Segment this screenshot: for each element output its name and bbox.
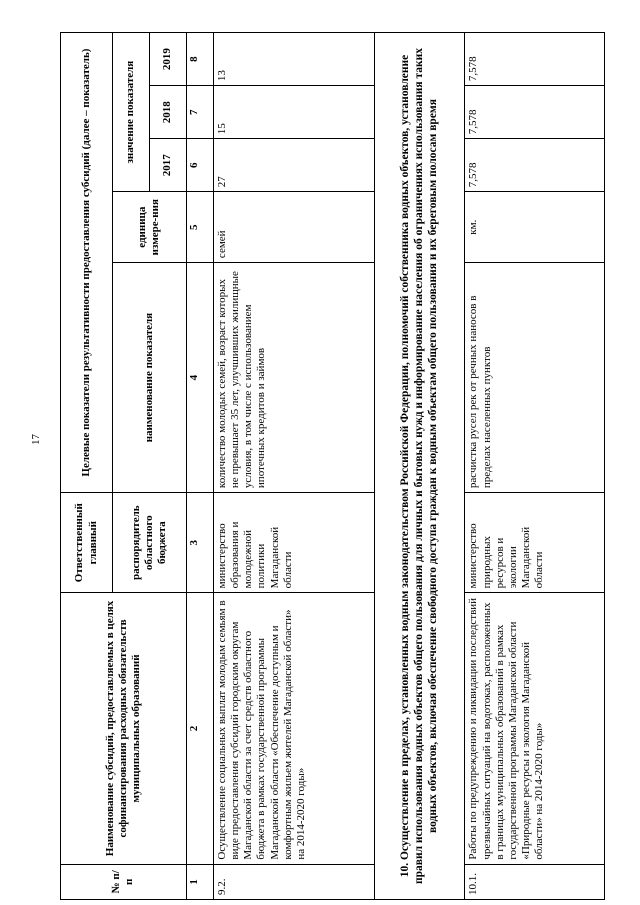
column-number: 5 <box>186 192 213 263</box>
subsidies-table <box>60 32 605 900</box>
section-10-heading: 10. Осуществление в пределах, установленных водным законодательством Российской Федерации, полномочий собственника водных объектов, установление правил использования водных объектов общего пользования для личных и бытовых нужд и информирование населения об ограничениях использования таких водных объектов, включая обеспечение свободного доступа граждан к водным объектам общего пользования и их береговым полосам время <box>375 33 465 900</box>
header-responsible: распорядитель областного бюджета <box>113 493 187 593</box>
row-name: Работы по предупреждению и ликвидации последствий чрезвычайных ситуаций на водотоках, расположенных в границах муниципальных образований в рамках государственной программы Магаданской области «Природные ресурсы и экология Магаданской области» на 2014-2020 годы» <box>465 593 605 864</box>
header-unit: единица измере-ния <box>113 192 187 263</box>
row-value-2017: 27 <box>213 139 374 192</box>
row-value-2019: 7,578 <box>465 33 605 86</box>
header-num: № п/п <box>61 864 187 899</box>
row-num: 10.1. <box>465 864 605 899</box>
header-year-2019: 2019 <box>149 33 186 86</box>
header-responsible-group: Ответственный главный <box>61 493 113 593</box>
row-indicator: расчистка русел рек от речных наносов в пределах населенных пунктов <box>465 263 605 493</box>
header-year-2017: 2017 <box>149 139 186 192</box>
column-number: 4 <box>186 263 213 493</box>
table-row <box>213 33 374 900</box>
column-number: 2 <box>186 593 213 864</box>
row-value-2017: 7,578 <box>465 139 605 192</box>
column-number-row <box>186 33 213 900</box>
row-unit: км. <box>465 192 605 263</box>
header-name: Наименование субсидий, предоставляемых в целях софинансирования расходных обязательств муниципальных образований <box>61 593 187 864</box>
column-number: 3 <box>186 493 213 593</box>
row-unit: семей <box>213 192 374 263</box>
row-responsible: министерство образования и молодежной политики Магаданской области <box>213 493 374 593</box>
row-value-2018: 15 <box>213 86 374 139</box>
column-number: 8 <box>186 33 213 86</box>
header-year-2018: 2018 <box>149 86 186 139</box>
section-row <box>375 33 465 900</box>
header-row-1 <box>61 33 113 900</box>
column-number: 1 <box>186 864 213 899</box>
header-indicators-group: Целевые показатели результативности предоставления субсидий (далее – показатель) <box>61 33 113 493</box>
row-num: 9.2. <box>213 864 374 899</box>
row-indicator: количество молодых семей, возраст которых не превышает 35 лет, улучшивших жилищные условия, в том числе с использованием ипотечных кредитов и займов <box>213 263 374 493</box>
row-name: Осуществление социальных выплат молодым семьям в виде предоставления субсидий городским округам Магаданской области за счет средств областного бюджета в рамках государственной программы Магаданской области «Обеспечение доступным и комфортным жильем жителей Магаданской области» на 2014-2020 годы» <box>213 593 374 864</box>
row-value-2019: 13 <box>213 33 374 86</box>
table-row <box>465 33 605 900</box>
column-number: 6 <box>186 139 213 192</box>
column-number: 7 <box>186 86 213 139</box>
header-values-group: значение показателя <box>113 33 150 192</box>
row-responsible: министерство природных ресурсов и экологии Магаданской области <box>465 493 605 593</box>
header-indicator-name: наименование показателя <box>113 263 187 493</box>
page-number: 17 <box>30 434 42 445</box>
row-value-2018: 7,578 <box>465 86 605 139</box>
rotated-table-sheet <box>60 32 605 900</box>
